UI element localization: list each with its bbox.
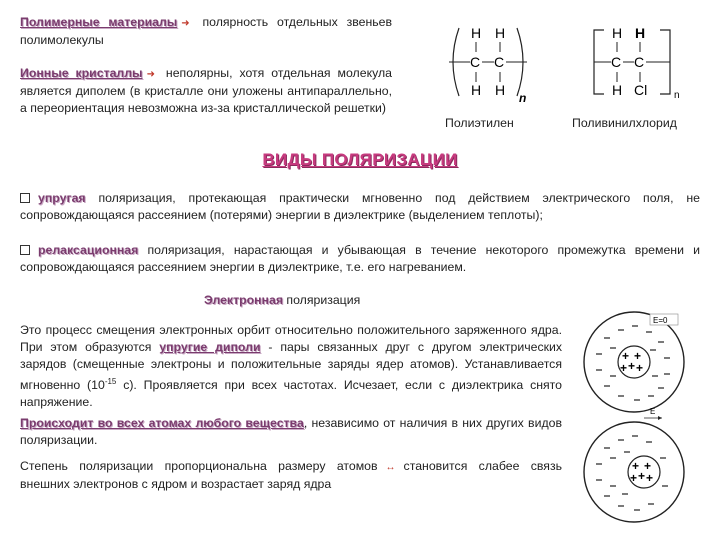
atom-diagram-no-field — [584, 312, 684, 412]
term-all-atoms: Происходит во всех атомах любого вещества — [20, 416, 304, 430]
svg-text:+: + — [622, 349, 630, 363]
svg-text:C: C — [611, 54, 622, 70]
caption-pvc: Поливинилхлорид — [572, 116, 677, 130]
atom-diagram-with-field — [584, 407, 684, 522]
svg-text:H: H — [612, 82, 623, 98]
svg-text:H: H — [635, 25, 646, 41]
type-relaxation-text: поляризация, нарастающая и убывающая в течение некоторого промежутка времени и сопровождающаяся рассеянием энергии в диэлектрике, т.е. его нагреванием. — [20, 243, 700, 274]
label-e-zero: E=0 — [653, 316, 668, 325]
term-ionic-crystals: Ионные кристаллы — [20, 66, 143, 80]
electronic-heading-text: поляризация — [286, 293, 361, 307]
svg-text:C: C — [470, 54, 481, 70]
term-elastic-dipoles: упругие диполи — [159, 340, 261, 354]
svg-text:C: C — [494, 54, 505, 70]
arrow-right-icon: ➜ — [181, 18, 190, 29]
intro-paragraph-1 — [20, 14, 392, 49]
svg-text:H: H — [612, 25, 623, 41]
term-relaxation: релаксационная — [38, 243, 139, 257]
type-elastic-text: поляризация, протекающая практически мгновенно под действием электрического поля, не сопровождающаяся рассеянием (потерями) энергии в диэлектрике (выделением теплоты); — [20, 191, 700, 222]
svg-text:+: + — [630, 471, 638, 485]
electronic-heading — [204, 292, 360, 309]
svg-text:H: H — [471, 82, 482, 98]
double-arrow-icon: ↔ — [385, 462, 396, 473]
svg-text:Cl: Cl — [634, 82, 648, 98]
subscript-n: n — [519, 91, 527, 105]
checkbox-bullet-icon — [20, 245, 30, 255]
svg-text:H: H — [495, 82, 506, 98]
subscript-n: n — [674, 90, 680, 101]
electronic-paragraph-2: Происходит во всех атомах любого вещества, независимо от наличия в них других видов поляризации. — [20, 416, 562, 447]
svg-text:+: + — [644, 459, 652, 473]
svg-text:H: H — [471, 25, 482, 41]
svg-text:+: + — [636, 361, 644, 375]
checkbox-bullet-icon — [20, 193, 30, 203]
polyethylene-formula — [445, 20, 545, 110]
intro-text-2: неполярны, хотя отдельная молекула является диполем (в кристалле они уложены антипараллельно, а переориентация невозможна из-за кристаллической решетки) — [20, 66, 392, 115]
intro-text-1: полярность отдельных звеньев полимолекулы — [20, 15, 393, 47]
section-title: ВИДЫ ПОЛЯРИЗАЦИИ — [262, 150, 458, 169]
svg-text:+: + — [634, 349, 642, 363]
label-e: E — [650, 407, 656, 416]
svg-text:+: + — [632, 459, 640, 473]
atom-diagrams — [582, 308, 692, 528]
pvc-formula — [590, 20, 690, 110]
type-elastic — [20, 190, 700, 224]
caption-polyethylene: Полиэтилен — [445, 116, 514, 130]
term-elastic: упругая — [38, 191, 86, 205]
svg-text:H: H — [495, 25, 506, 41]
svg-text:+: + — [646, 471, 654, 485]
term-electronic: Электронная — [204, 293, 283, 307]
svg-text:+: + — [620, 361, 628, 375]
type-relaxation — [20, 242, 700, 276]
svg-text:C: C — [634, 54, 645, 70]
intro-paragraph-2 — [20, 65, 392, 117]
electronic-paragraph-1: Это процесс смещения электронных орбит относительно положительного заряженного ядра. При этом образуются упругие диполи - пары связанных друг с другом электрических зарядов (смещенные электроны и положительные заряды ядер атомов). Устанавливается мгновенно ($10^{-15}$ с). Проявляется при всех частотах. Исчезает, если с диэлектрика снято напряжение. — [20, 323, 562, 410]
arrow-right-icon: ➜ — [146, 69, 155, 80]
svg-text:+: + — [638, 469, 646, 483]
term-polymer-materials: Полимерные материалы — [20, 15, 178, 29]
svg-text:+: + — [628, 359, 636, 373]
electronic-paragraph-3: Степень поляризации пропорциональна размеру атомов ↔ становится слабее связь внешних электронов с ядром и возрастает заряд ядра — [20, 459, 562, 491]
